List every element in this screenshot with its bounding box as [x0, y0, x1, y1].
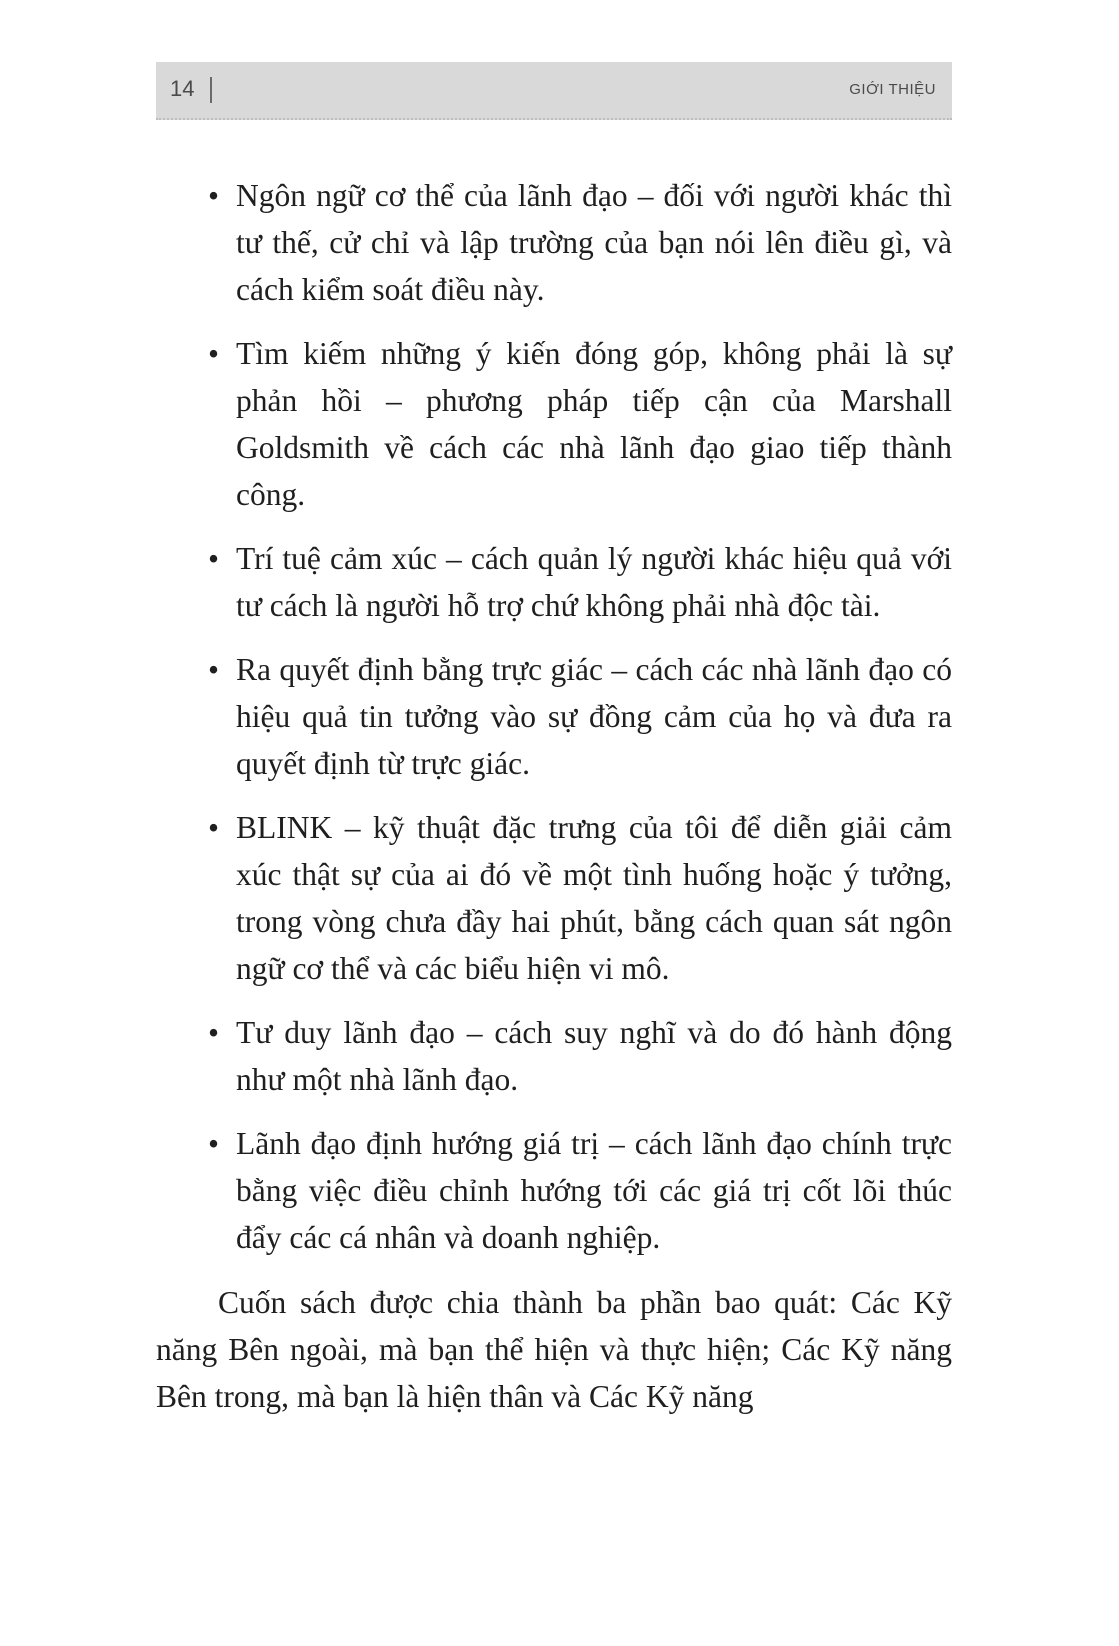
list-item-text: Tìm kiếm những ý kiến đóng góp, không phải là sự phản hồi – phương pháp tiếp cận của Marshall Goldsmith về cách các nhà lãnh đạo giao tiếp thành công.	[236, 336, 952, 512]
page-number: 14	[170, 76, 195, 101]
list-item-text: BLINK – kỹ thuật đặc trưng của tôi để diễn giải cảm xúc thật sự của ai đó về một tình huống hoặc ý tưởng, trong vòng chưa đầy hai phút, bằng cách quan sát ngôn ngữ cơ thể và các biểu hiện vi mô.	[236, 810, 952, 986]
header-divider	[210, 77, 212, 103]
list-item-text: Ra quyết định bằng trực giác – cách các nhà lãnh đạo có hiệu quả tin tưởng vào sự đồng cảm của họ và đưa ra quyết định từ trực giác.	[236, 652, 952, 781]
bullet-icon: •	[208, 810, 220, 845]
bullet-icon: •	[208, 178, 220, 213]
list-item-text: Ngôn ngữ cơ thể của lãnh đạo – đối với người khác thì tư thế, cử chỉ và lập trường của bạn nói lên điều gì, và cách kiểm soát điều này.	[236, 178, 952, 307]
bullet-icon: •	[208, 1015, 220, 1050]
bullet-icon: •	[208, 1126, 220, 1161]
list-item-text: Lãnh đạo định hướng giá trị – cách lãnh đạo chính trực bằng việc điều chỉnh hướng tới các giá trị cốt lõi thúc đẩy các cá nhân và doanh nghiệp.	[236, 1126, 952, 1255]
bullet-icon: •	[208, 652, 220, 687]
list-item	[156, 330, 952, 518]
list-item-text: Tư duy lãnh đạo – cách suy nghĩ và do đó hành động như một nhà lãnh đạo.	[236, 1015, 952, 1097]
body-paragraph: Cuốn sách được chia thành ba phần bao quát: Các Kỹ năng Bên ngoài, mà bạn thể hiện và thực hiện; Các Kỹ năng Bên trong, mà bạn là hiện thân và Các Kỹ năng	[156, 1285, 952, 1414]
bullet-icon: •	[208, 336, 220, 371]
bullet-icon: •	[208, 541, 220, 576]
list-item	[156, 1120, 952, 1261]
list-item	[156, 646, 952, 787]
running-title: GIỚI THIỆU	[849, 81, 936, 98]
list-item-text: Trí tuệ cảm xúc – cách quản lý người khác hiệu quả với tư cách là người hỗ trợ chứ không phải nhà độc tài.	[236, 541, 952, 623]
page-header	[156, 62, 952, 120]
list-item	[156, 172, 952, 313]
bullet-list	[156, 172, 952, 1261]
list-item	[156, 535, 952, 629]
list-item	[156, 1009, 952, 1103]
page-body	[156, 172, 952, 1420]
list-item	[156, 804, 952, 992]
